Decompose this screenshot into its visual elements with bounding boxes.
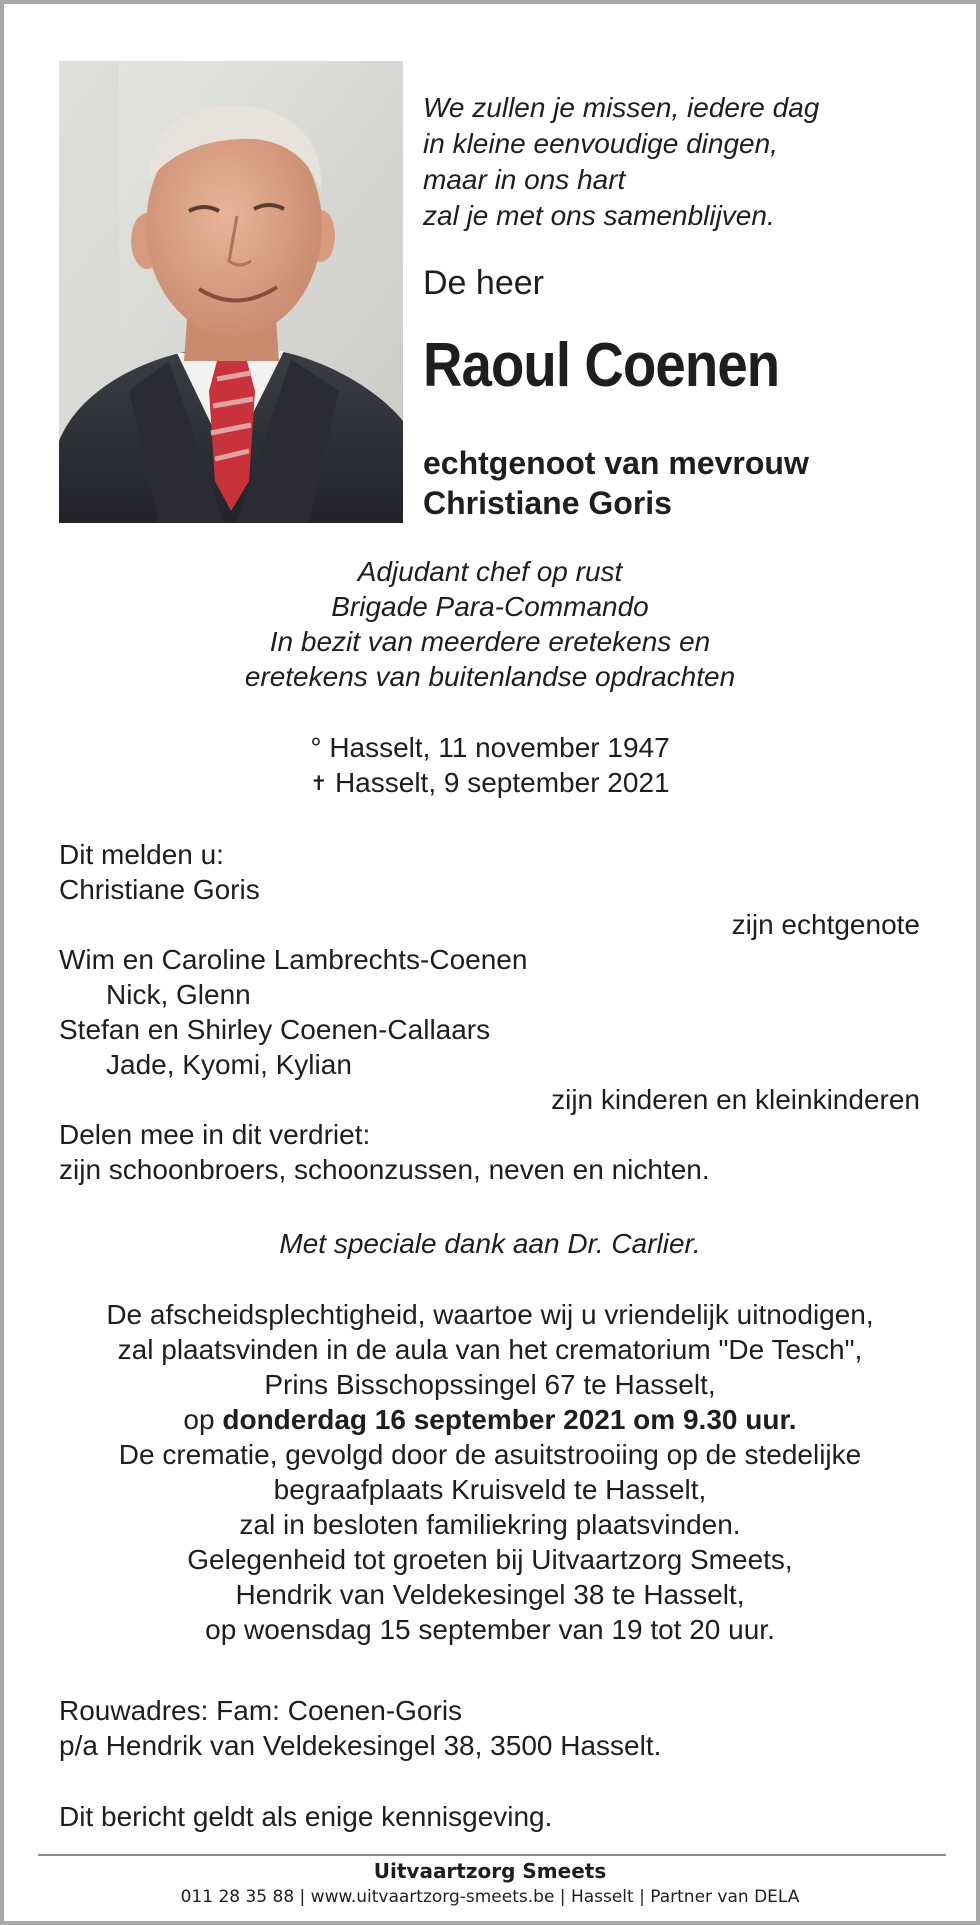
ceremony-line: begraafplaats Kruisveld te Hasselt, (273, 1474, 707, 1505)
deceased-name: Raoul Coenen (423, 331, 780, 400)
mourning-address: p/a Hendrik van Veldekesingel 38, 3500 Hasselt. (59, 1730, 662, 1761)
family-intro: Dit melden u: (59, 839, 224, 870)
footer-divider (38, 1854, 946, 1856)
notice: Dit bericht geldt als enige kennisgeving. (59, 1801, 553, 1832)
spouse-name-heading: Christiane Goris (423, 485, 672, 521)
cross-icon: ✝ (310, 773, 328, 795)
ceremony-date-prefix: op (183, 1404, 223, 1435)
poem-line: We zullen je missen, iedere dag (423, 92, 820, 123)
child-family: Wim en Caroline Lambrechts-Coenen (59, 944, 528, 975)
child-family: Stefan en Shirley Coenen-Callaars (59, 1014, 491, 1045)
share-intro: Delen mee in dit verdriet: (59, 1119, 371, 1150)
share-list: zijn schoonbroers, schoonzussen, neven en nichten. (59, 1154, 710, 1185)
birth-line (4, 730, 976, 765)
death-date: Hasselt, 9 september 2021 (334, 767, 670, 798)
ceremony-line: zal in besloten familiekring plaatsvinden. (239, 1509, 741, 1540)
salutation: De heer (423, 264, 544, 302)
ceremony-line: zal plaatsvinden in de aula van het crematorium "De Tesch", (117, 1334, 863, 1365)
grandchildren: Nick, Glenn (106, 979, 251, 1010)
spouse-relation: echtgenoot van mevrouw (423, 445, 809, 481)
funeral-home-name: Uitvaartzorg Smeets (373, 1859, 607, 1883)
death-line (4, 765, 976, 802)
ceremony-line: Hendrik van Veldekesingel 38 te Hasselt, (235, 1579, 745, 1610)
career-line: Brigade Para-Commando (331, 591, 649, 622)
poem (423, 90, 819, 234)
career-line: In bezit van meerdere eretekens en (269, 626, 711, 657)
ceremony-line: Gelegenheid tot groeten bij Uitvaartzorg Smeets, (187, 1544, 793, 1575)
ceremony-date-line (4, 1402, 976, 1437)
grandchildren: Jade, Kyomi, Kylian (106, 1049, 352, 1080)
poem-line: zal je met ons samenblijven. (423, 200, 775, 231)
spouse-name: Christiane Goris (59, 874, 260, 905)
career-line: eretekens van buitenlandse opdrachten (244, 661, 736, 692)
spouse-role: zijn echtgenote (731, 909, 920, 940)
ceremony-date: donderdag 16 september 2021 om 9.30 uur. (222, 1404, 797, 1435)
poem-line: in kleine eenvoudige dingen, (423, 128, 778, 159)
children-role: zijn kinderen en kleinkinderen (551, 1084, 920, 1115)
ceremony-line: Prins Bisschopssingel 67 te Hasselt, (264, 1369, 716, 1400)
mourning-address: Rouwadres: Fam: Coenen-Goris (59, 1695, 463, 1726)
portrait-photo (59, 61, 403, 523)
poem-line: maar in ons hart (423, 164, 626, 195)
ceremony-line: De afscheidsplechtigheid, waartoe wij u vriendelijk uitnodigen, (106, 1299, 874, 1330)
birth-symbol: ° (310, 732, 322, 763)
funeral-home-contact: 011 28 35 88 | www.uitvaartzorg-smeets.be | Hasselt | Partner van DELA (180, 1887, 800, 1907)
ceremony-line: De crematie, gevolgd door de asuitstrooiing op de stedelijke (118, 1439, 862, 1470)
birth-date: Hasselt, 11 november 1947 (329, 732, 670, 763)
ceremony-line: op woensdag 15 september van 19 tot 20 uur. (205, 1614, 775, 1645)
career-line: Adjudant chef op rust (357, 556, 623, 587)
thanks: Met speciale dank aan Dr. Carlier. (279, 1228, 701, 1259)
